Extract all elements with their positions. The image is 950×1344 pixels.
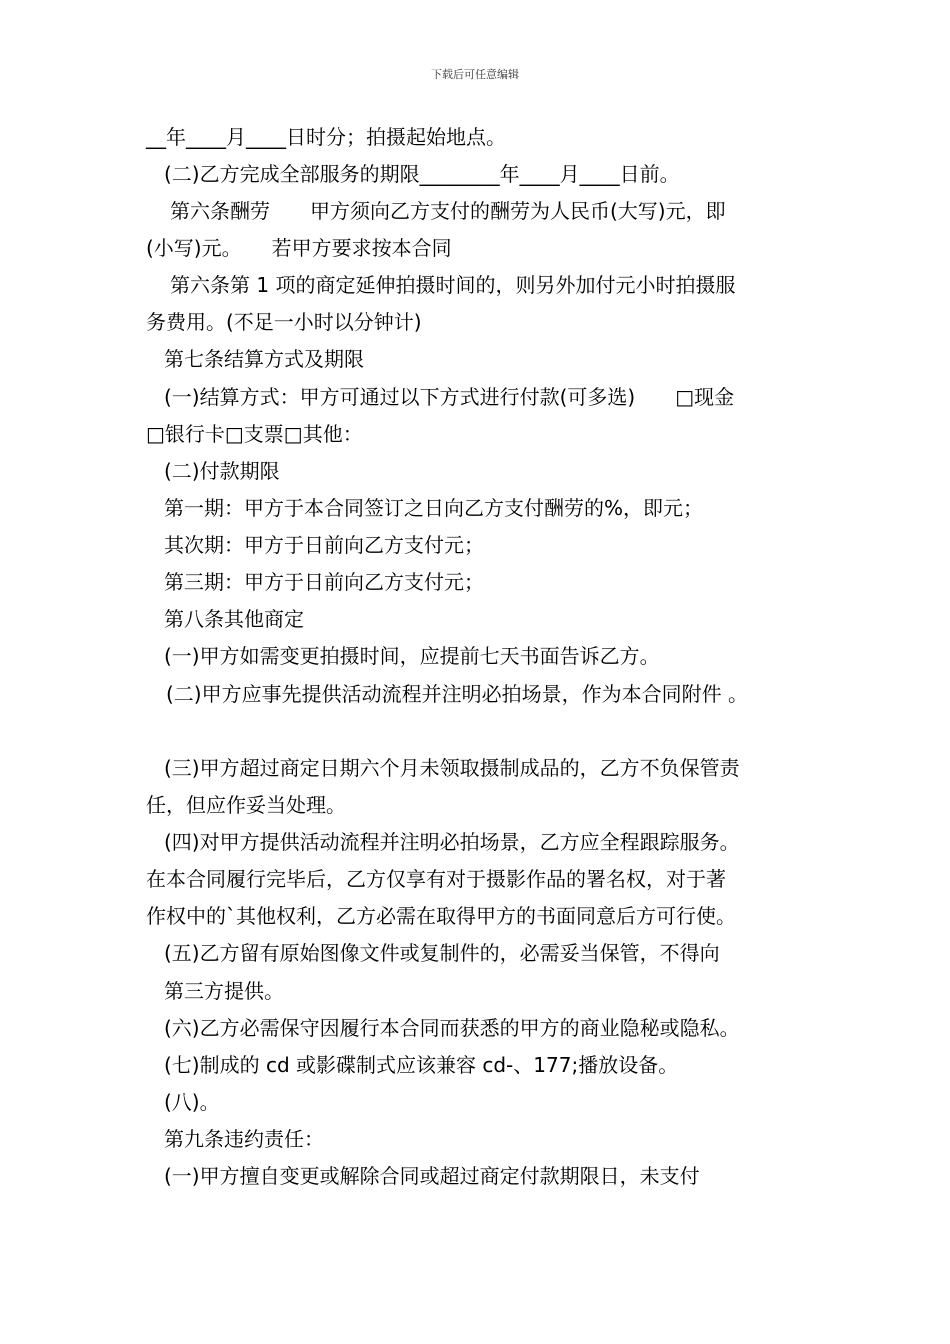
text-line-8: (一)结算方式：甲方可通过以下方式进行付款(可多选) □现金 [164,385,735,409]
text-line-16: (二)甲方应事先提供活动流程并注明必拍场景，作为本合同附件 。 [166,682,748,706]
text-line-2: (二)乙方完成全部服务的期限________年____月____日前。 [164,162,680,186]
text-line-23: 第三方提供。 [164,979,284,1003]
text-line-7: 第七条结算方式及期限 [164,347,364,371]
text-line-3: 第六条酬劳 甲方须向乙方支付的酬劳为人民币(大写)元，即 [170,199,726,223]
text-line-15: (一)甲方如需变更拍摄时间，应提前七天书面告诉乙方。 [164,644,660,668]
text-line-1: __年____月____日时分；拍摄起始地点。 [146,125,506,149]
text-line-18: 任，但应作妥当处理。 [146,793,346,817]
text-line-22: (五)乙方留有原始图像文件或复制件的，必需妥当保管，不得向 [164,941,720,965]
text-line-9: □银行卡□支票□其他： [146,422,363,446]
text-line-20: 在本合同履行完毕后，乙方仅享有对于摄影作品的署名权，对于著 [146,867,726,891]
text-line-10: (二)付款期限 [164,459,280,483]
text-line-5: 第六条第 1 项的商定延伸拍摄时间的，则另外加付元小时拍摄服 [170,273,736,297]
text-line-28: (一)甲方擅自变更或解除合同或超过商定付款期限日，未支付 [164,1164,700,1188]
text-line-19: (四)对甲方提供活动流程并注明必拍场景，乙方应全程跟踪服务。 [164,830,740,854]
text-line-17: (三)甲方超过商定日期六个月未领取摄制成品的，乙方不负保管责 [164,756,740,780]
page-header: 下载后可任意编辑 [431,68,519,81]
text-line-21: 作权中的`其他权利，乙方必需在取得甲方的书面同意后方可行使。 [146,904,736,928]
text-line-25: (七)制成的 cd 或影碟制式应该兼容 cd-、177;播放设备。 [164,1053,679,1077]
text-line-6: 务费用。(不足一小时以分钟计) [146,310,422,334]
text-line-27: 第九条违约责任： [164,1127,324,1151]
text-line-13: 第三期：甲方于日前向乙方支付元； [164,570,484,594]
text-line-26: (八)。 [164,1090,220,1114]
text-line-12: 其次期：甲方于日前向乙方支付元； [164,533,484,557]
text-line-24: (六)乙方必需保守因履行本合同而获悉的甲方的商业隐秘或隐私。 [164,1016,740,1040]
text-line-11: 第一期：甲方于本合同签订之日向乙方支付酬劳的%，即元； [164,496,704,520]
text-line-14: 第八条其他商定 [164,607,304,631]
text-line-4: (小写)元。 若甲方要求按本合同 [146,236,452,260]
